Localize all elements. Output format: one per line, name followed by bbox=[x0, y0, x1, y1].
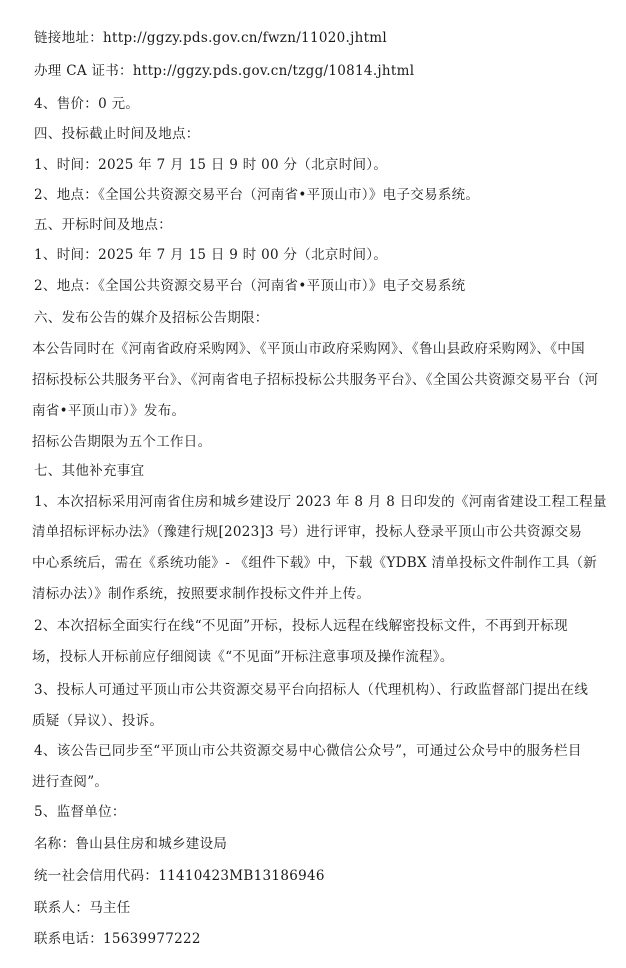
section-4-place: 2、地点：《全国公共资源交易平台（河南省•平顶山市）》电子交易系统。 bbox=[34, 187, 480, 203]
item-2-line: 2、本次招标全面实行在线“不见面”开标，投标人远程在线解密投标文件，不再到开标现 bbox=[34, 618, 568, 634]
item-1-line: 中心系统后，需在《系统功能》- 《组件下载》中，下载《YDBX 清单投标文件制作工具（新 bbox=[32, 555, 598, 571]
section-5-time: 1、时间：2025 年 7 月 15 日 9 时 00 分（北京时间）。 bbox=[34, 247, 388, 263]
section-6-paragraph-line: 本公告同时在《河南省政府采购网》、《平顶山市政府采购网》、《鲁山县政府采购网》、《中国 bbox=[32, 341, 585, 357]
item-4-line: 4、该公告已同步至“平顶山市公共资源交易中心微信公众号”，可通过公众号中的服务栏目 bbox=[34, 743, 582, 759]
contact-phone: 联系电话：15639977222 bbox=[34, 931, 201, 947]
section-4-time: 1、时间：2025 年 7 月 15 日 9 时 00 分（北京时间）。 bbox=[34, 157, 388, 173]
item-3-line: 质疑（异议）、投诉。 bbox=[32, 713, 164, 729]
item-5-heading: 5、监督单位： bbox=[34, 804, 126, 820]
contact-person: 联系人：马主任 bbox=[34, 900, 131, 916]
section-5-heading: 五、开标时间及地点： bbox=[34, 217, 172, 233]
item-4-line: 进行查阅”。 bbox=[32, 774, 109, 790]
link-address-line: 链接地址：http://ggzy.pds.gov.cn/fwzn/11020.jhtml bbox=[34, 30, 388, 46]
item-1-line: 清单招标评标办法》（豫建行规[2023]3 号）进行评审，投标人登录平顶山市公共资源交易 bbox=[32, 524, 583, 540]
section-7-heading: 七、其他补充事宜 bbox=[34, 463, 145, 479]
item-3-line: 3、投标人可通过平顶山市公共资源交易平台向招标人（代理机构）、行政监督部门提出在线 bbox=[34, 682, 589, 698]
price-line: 4、售价：0 元。 bbox=[34, 96, 140, 112]
section-6-paragraph-line: 南省•平顶山市）》发布。 bbox=[32, 403, 186, 419]
item-1-line: 清标办法）》制作系统，按照要求制作投标文件并上传。 bbox=[32, 586, 371, 602]
section-6-period: 招标公告期限为五个工作日。 bbox=[32, 434, 212, 450]
ca-certificate-line: 办理 CA 证书：http://ggzy.pds.gov.cn/tzgg/10814.jhtml bbox=[34, 63, 415, 79]
item-1-line: 1、本次招标采用河南省住房和城乡建设厅 2023 年 8 月 8 日印发的《河南省建设工程工程量 bbox=[34, 494, 607, 510]
section-5-place: 2、地点：《全国公共资源交易平台（河南省•平顶山市）》电子交易系统 bbox=[34, 278, 466, 294]
section-6-heading: 六、发布公告的媒介及招标公告期限： bbox=[34, 310, 269, 326]
section-6-paragraph-line: 招标投标公共服务平台》、《河南省电子招标投标公共服务平台》、《全国公共资源交易平台（河 bbox=[32, 372, 599, 388]
supervisor-name: 名称：鲁山县住房和城乡建设局 bbox=[34, 836, 228, 852]
item-2-line: 场，投标人开标前应仔细阅读《“不见面”开标注意事项及操作流程》。 bbox=[32, 649, 454, 665]
credit-code: 统一社会信用代码：11410423MB13186946 bbox=[34, 868, 325, 884]
section-4-heading: 四、投标截止时间及地点： bbox=[34, 126, 200, 142]
